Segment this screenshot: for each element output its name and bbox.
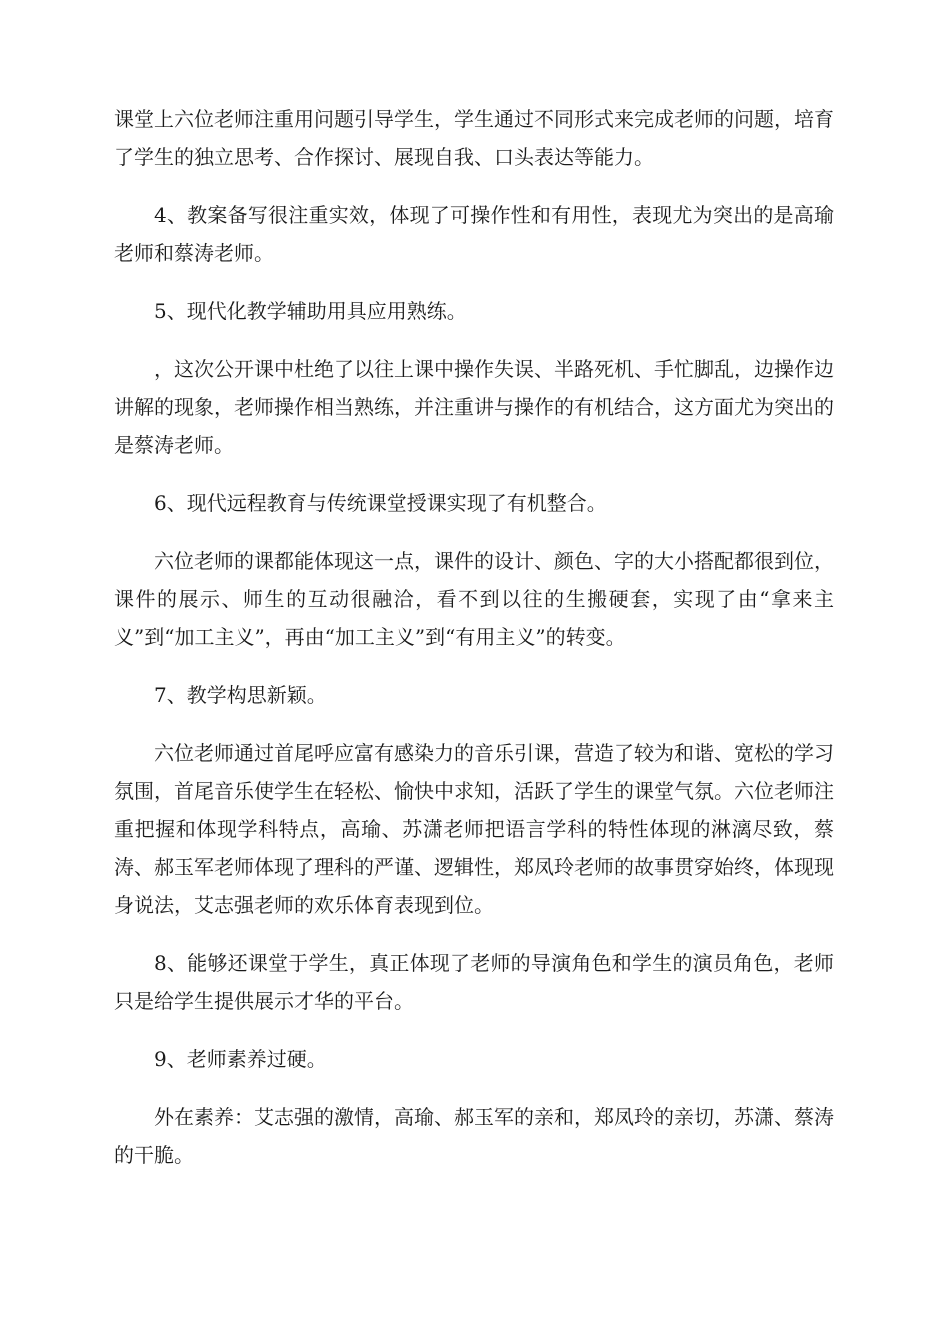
paragraph-2: 4、教案备写很注重实效，体现了可操作性和有用性，表现尤为突出的是高瑜老师和蔡涛老师。 [114, 203, 834, 265]
paragraph-3: 5、现代化教学辅助用具应用熟练。 [154, 299, 467, 323]
paragraph-5: 6、现代远程教育与传统课堂授课实现了有机整合。 [154, 491, 607, 515]
paragraph-10: 9、老师素养过硬。 [154, 1047, 327, 1071]
paragraph-8: 六位老师通过首尾呼应富有感染力的音乐引课，营造了较为和谐、宽松的学习氛围，首尾音乐使学生在轻松、愉快中求知，活跃了学生的课堂气氛。六位老师注重把握和体现学科特点，高瑜、苏潇老师把语言学科的特性体现的淋漓尽致，蔡涛、郝玉军老师体现了理科的严谨、逻辑性，郑凤玲老师的故事贯穿始终，体现现身说法，艾志强老师的欢乐体育表现到位。 [114, 741, 834, 917]
paragraph-6: 六位老师的课都能体现这一点，课件的设计、颜色、字的大小搭配都很到位，课件的展示、师生的互动很融洽，看不到以往的生搬硬套，实现了由“拿来主义”到“加工主义”，再由“加工主义”到“有用主义”的转变。 [114, 549, 834, 649]
paragraph-11: 外在素养：艾志强的激情，高瑜、郝玉军的亲和，郑凤玲的亲切，苏潇、蔡涛的干脆。 [114, 1105, 834, 1167]
paragraph-1: 课堂上六位老师注重用问题引导学生，学生通过不同形式来完成老师的问题，培育了学生的独立思考、合作探讨、展现自我、口头表达等能力。 [114, 107, 834, 169]
paragraph-7: 7、教学构思新颖。 [154, 683, 327, 707]
paragraph-9: 8、能够还课堂于学生，真正体现了老师的导演角色和学生的演员角色，老师只是给学生提供展示才华的平台。 [114, 951, 834, 1013]
paragraph-4: ，这次公开课中杜绝了以往上课中操作失误、半路死机、手忙脚乱，边操作边讲解的现象，老师操作相当熟练，并注重讲与操作的有机结合，这方面尤为突出的是蔡涛老师。 [114, 357, 834, 457]
document-body [114, 100, 834, 1194]
